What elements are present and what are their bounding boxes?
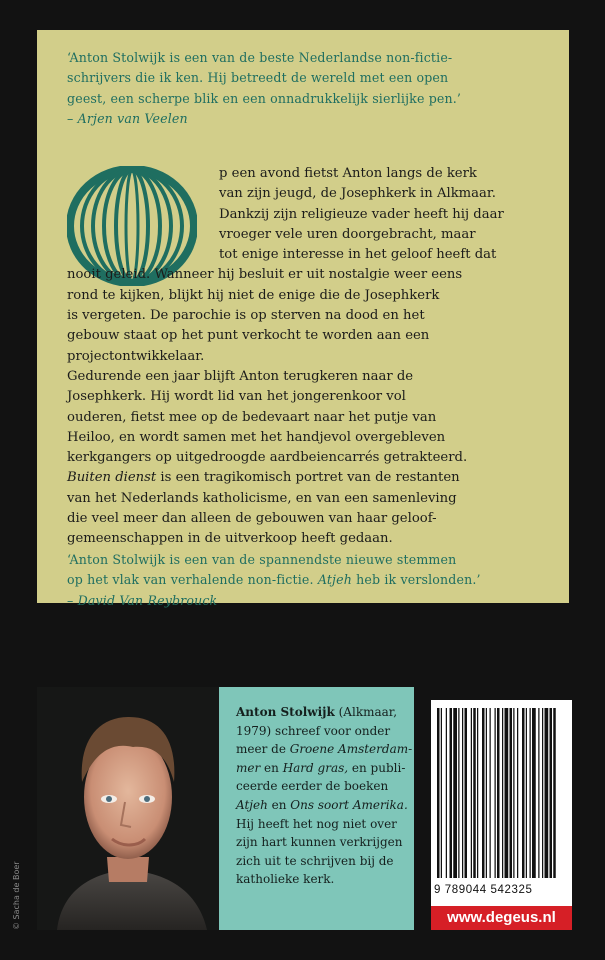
barcode-bar <box>530 708 531 878</box>
blurb-line: Josephkerk. Hij wordt lid van het jongerenkoor vol <box>67 389 406 405</box>
barcode-bar <box>462 708 463 878</box>
blurb-line: is vergeten. De parochie is op sterven na dood en het <box>67 308 425 324</box>
barcode-bar <box>505 708 509 878</box>
blurb-line: nooit geleid. Wanneer hij besluit er uit nostalgie weer eens <box>67 267 463 283</box>
blurb-line: die veel meer dan alleen de gebouwen van haar geloof- <box>67 511 437 527</box>
blurb-line: Heiloo, en wordt samen met het handjevol overgebleven <box>67 429 446 445</box>
barcode-bar <box>510 708 513 878</box>
svg-text:O: O <box>67 166 68 167</box>
barcode-bar <box>513 708 514 878</box>
barcode-bar <box>450 708 453 878</box>
book-title: Buiten dienst <box>67 470 157 486</box>
blurb-line: rond te kijken, blijkt hij niet de enige die de Josephkerk <box>67 287 440 303</box>
barcode <box>431 700 572 908</box>
quote-line: schrijvers die ik ken. Hij betreedt de wereld met een open <box>67 70 449 86</box>
barcode-bar <box>446 708 447 878</box>
author-photo <box>37 687 219 930</box>
barcode-bar <box>526 708 527 878</box>
author-portrait-icon <box>37 687 219 930</box>
barcode-bar <box>553 708 556 878</box>
blurb-line: kerkgangers op uitgedroogde aardbeiencarrés getrakteerd. <box>67 450 468 466</box>
barcode-bar <box>441 708 442 878</box>
quote-top <box>67 48 547 130</box>
quote-author: – David Van Reybrouck <box>67 592 218 608</box>
blurb-line: van het Nederlands katholicisme, en van een samenleving <box>67 490 457 506</box>
barcode-bar <box>458 708 459 878</box>
blurb-line: Gedurende een jaar blijft Anton terugkeren naar de <box>67 368 414 384</box>
barcode-bar <box>473 708 476 878</box>
barcode-bar <box>497 708 500 878</box>
photo-credit: © Sacha de Boer <box>12 861 21 930</box>
barcode-bar <box>517 708 518 878</box>
website-label: www.degeus.nl <box>431 906 572 930</box>
barcode-bar <box>495 708 496 878</box>
barcode-bar <box>545 708 549 878</box>
quote-line: ‘Anton Stolwijk is een van de beste Nederlandse non-fictie- <box>67 50 453 65</box>
blurb-line: gemeenschappen in de uitverkoop heeft gedaan. <box>67 531 393 547</box>
barcode-bar <box>490 708 491 878</box>
barcode-bar <box>465 708 468 878</box>
barcode-bar <box>542 708 543 878</box>
blurb-line: vroeger vele uren doorgebracht, maar <box>219 226 476 242</box>
blurb-line: Dankzij zijn religieuze vader heeft hij daar <box>219 206 504 222</box>
quote-line: geest, een scherpe blik en een onnadrukkelijk sierlijke pen.’ <box>67 90 462 106</box>
author-bio-panel <box>219 687 414 930</box>
barcode-bar <box>471 708 472 878</box>
quote-line: ‘Anton Stolwijk is een van de spannendste nieuwe stemmen <box>67 552 457 567</box>
barcode-icon <box>431 700 572 880</box>
barcode-bar <box>482 708 485 878</box>
barcode-bar <box>550 708 553 878</box>
author-bio: Anton Stolwijk (Alkmaar, 1979) schreef voor onder meer de Groene Amsterdam- mer en Hard gras, en publi- ceerde eerder de boeken Atjeh en Ons soort Amerika. Hij heeft het nog niet over zijn hart kunnen verkrijgen zich uit te schrijven bij de katholieke kerk. <box>236 705 413 887</box>
barcode-bar <box>538 708 539 878</box>
author-name: Anton Stolwijk <box>236 705 335 719</box>
barcode-bar <box>532 708 536 878</box>
barcode-bar <box>453 708 457 878</box>
barcode-bar <box>502 708 503 878</box>
quote-bottom <box>67 550 547 611</box>
barcode-bar <box>477 708 478 878</box>
blurb-line: p een avond fietst Anton langs de kerk <box>219 166 477 181</box>
blurb-line: ouderen, fietst mee op de bedevaart naar het putje van <box>67 409 437 425</box>
isbn-number: 9 789044 542325 <box>434 884 533 896</box>
barcode-bar <box>486 708 487 878</box>
blurb-line: projectontwikkelaar. <box>67 348 205 364</box>
quote-author: – Arjen van Veelen <box>67 111 188 127</box>
blurb-line: Buiten dienst is een tragikomisch portret van de restanten <box>67 470 460 486</box>
barcode-bar <box>437 708 440 878</box>
blurb-line: gebouw staat op het punt verkocht te worden aan een <box>67 328 430 344</box>
blurb-line: tot enige interesse in het geloof heeft dat <box>219 247 497 263</box>
back-cover-panel <box>37 30 569 608</box>
blurb-line: van zijn jeugd, de Josephkerk in Alkmaar. <box>219 186 496 202</box>
barcode-bar <box>522 708 525 878</box>
blurb-text <box>67 164 547 550</box>
quote-line: op het vlak van verhalende non-fictie. Atjeh heb ik verslonden.’ <box>67 572 481 588</box>
